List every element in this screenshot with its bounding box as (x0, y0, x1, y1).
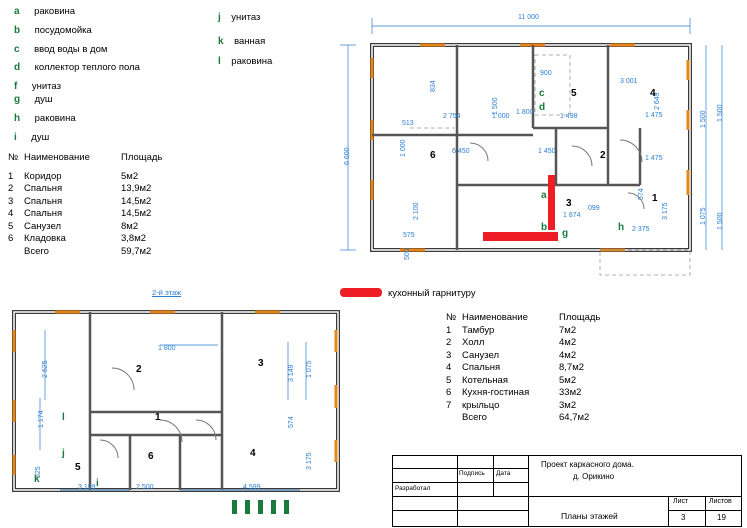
legend-item: i душ (14, 132, 50, 143)
table-row: 5 Котельная 5м2 (446, 374, 577, 386)
legend-item: h раковина (14, 113, 76, 124)
room-number: 1 (652, 193, 658, 204)
dim: 1 000 (400, 139, 407, 157)
project-line-1: Проект каркасного дома. (541, 460, 634, 469)
dim: 1 800 (158, 345, 176, 352)
dim: 1 174 (38, 410, 45, 428)
table-header-num: № (8, 152, 19, 163)
table-row: 2 Спальня 13,9м2 (8, 183, 152, 194)
table-row-total: Всего 59,7м2 (24, 245, 152, 257)
plan-letter-b: b (541, 222, 548, 233)
row-author: Разработал (395, 485, 431, 492)
plan-letter-j: j (62, 448, 65, 459)
dim: 3 175 (662, 202, 669, 220)
legend-item: b посудомойка (14, 25, 92, 36)
dim-top-overall: 11 000 (518, 14, 539, 21)
plan-letter-h: h (618, 222, 625, 233)
plan-letter-d: d (539, 102, 546, 113)
dim: 6 450 (452, 148, 470, 155)
table-row: 5 Санузел 8м2 (8, 220, 139, 232)
legend-item: j унитаз (218, 12, 261, 23)
sheet-label: Лист (673, 498, 689, 505)
dim: 1 500 (717, 104, 724, 122)
title-block (392, 455, 742, 527)
kitchen-unit-label: кухонный гарнитуру (388, 288, 476, 299)
plan-letter-l: l (62, 412, 65, 423)
dim: 1 075 (700, 207, 707, 225)
dim: 2 754 (443, 113, 461, 120)
plan-letter-k: k (34, 474, 40, 485)
dim: 2 625 (42, 360, 49, 378)
dim: 3 149 (288, 364, 295, 382)
table-header-name: Наименование (462, 312, 528, 323)
dim: 1 475 (645, 112, 663, 119)
dim: 1 000 (492, 113, 510, 120)
table-row-total: Всего 64,7м2 (462, 412, 590, 423)
dim: 500 (404, 248, 411, 260)
floor-label-second: 2-й этаж (152, 288, 182, 297)
room-number: 6 (148, 451, 154, 462)
dim: 1 800 (516, 109, 534, 116)
plan-letter-a: a (541, 190, 547, 201)
dim: 2 100 (413, 202, 420, 220)
sheet-number: 3 (681, 513, 686, 522)
project-line-2: д. Орикино (573, 472, 615, 481)
table-row: 3 Спальня 14,5м2 (8, 195, 152, 207)
room-number: 5 (571, 88, 577, 99)
table-header-area: Площадь (121, 152, 163, 163)
legend-item: g душ (14, 94, 53, 105)
table-row: 2 Холл 4м2 (446, 337, 577, 348)
table-row: 4 Спальня 14,5м2 (8, 208, 152, 219)
plan-letter-c: c (539, 88, 545, 99)
dim: 574 (288, 416, 295, 428)
dim: 3 199 (78, 484, 96, 491)
room-number: 5 (75, 462, 81, 473)
dim-left-overall: 6 600 (344, 147, 351, 165)
room-number: 1 (155, 412, 161, 423)
table-header-name: Наименование (24, 152, 90, 163)
legend-item: l раковина (218, 56, 273, 67)
plan-letter-i: i (96, 478, 99, 489)
table-header-num: № (446, 312, 457, 323)
room-number: 4 (250, 448, 256, 459)
dim: 1 475 (645, 155, 663, 162)
legend-item: k ванная (218, 36, 266, 47)
column-date: Дата (496, 470, 511, 477)
dim: 099 (588, 205, 600, 212)
table-row: 4 Спальня 8,7м2 (446, 362, 585, 373)
dim: 525 (35, 466, 42, 478)
dim: 1 498 (560, 113, 578, 120)
table-row: 6 Кладовка 3,8м2 (8, 233, 147, 244)
table-header-area: Площадь (559, 312, 601, 323)
legend-item: a раковина (14, 6, 76, 17)
table-row: 1 Коридор 5м2 (8, 170, 139, 182)
room-number: 3 (258, 358, 264, 369)
table-row: 1 Тамбур 7м2 (446, 324, 577, 336)
column-signature: Подпись (459, 470, 485, 477)
dim: 513 (402, 120, 414, 127)
table-row: 6 Кухня-гостиная 33м2 (446, 387, 582, 398)
dim: 575 (403, 232, 415, 239)
room-number: 4 (650, 88, 656, 99)
legend-item: f унитаз (14, 81, 61, 92)
room-number: 2 (600, 150, 606, 161)
dim: 574 (638, 188, 645, 200)
legend-item: d коллектор теплого пола (14, 62, 140, 73)
dim: 1 450 (538, 148, 556, 155)
sheet-title: Планы этажей (561, 511, 618, 521)
room-number: 3 (566, 198, 572, 209)
dim: 1 500 (700, 110, 707, 128)
room-number: 2 (136, 364, 142, 375)
sheets-label: Листов (709, 498, 732, 505)
table-row: 7 крыльцо 3м2 (446, 399, 577, 411)
dim: 4 599 (243, 484, 261, 491)
room-number: 6 (430, 150, 436, 161)
dim: 2 500 (136, 484, 154, 491)
dim: 3 001 (620, 78, 638, 85)
dim: 900 (540, 70, 552, 77)
sheets-number: 19 (717, 513, 726, 522)
dim: 2 375 (632, 226, 650, 233)
dim: 834 (430, 80, 437, 92)
dim: 1 075 (306, 360, 313, 378)
legend-item: c ввод воды в дом (14, 44, 108, 55)
dim: 2 649 (654, 92, 661, 110)
dim: 1 874 (563, 212, 581, 219)
dim: 1 500 (492, 97, 499, 115)
table-row: 3 Санузел 4м2 (446, 349, 577, 361)
plan-letter-g: g (562, 228, 569, 239)
dim: 3 175 (306, 452, 313, 470)
dim: 1 500 (717, 212, 724, 230)
